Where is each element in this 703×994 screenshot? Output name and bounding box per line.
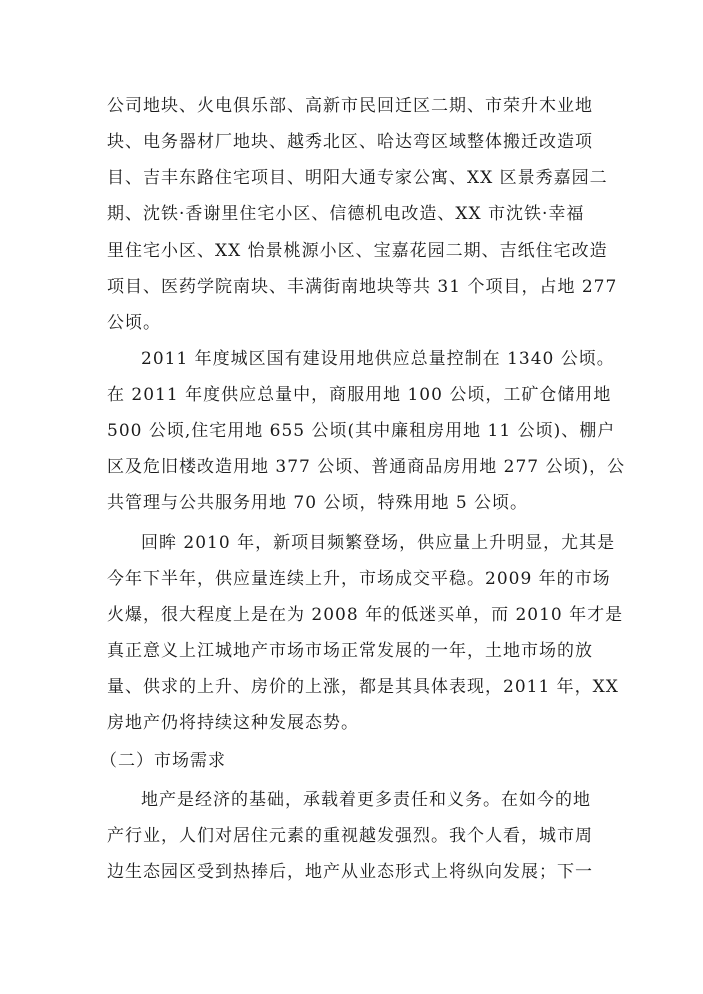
paragraph-2-line-1: 2011 年度城区国有建设用地供应总量控制在 1340 公顷。	[141, 349, 615, 369]
paragraph-3-line-3: 火爆，很大程度上是在为 2008 年的低迷买单，而 2010 年才是	[107, 605, 624, 625]
paragraph-3-line-4: 真正意义上江城地产市场市场正常发展的一年，土地市场的放	[107, 641, 593, 661]
paragraph-3-line-6: 房地产仍将持续这种发展态势。	[107, 713, 359, 733]
paragraph-3-line-5: 量、供求的上升、房价的上涨，都是其具体表现，2011 年，XX	[107, 677, 619, 697]
paragraph-1-line-4: 期、沈铁·香谢里住宅小区、信德机电改造、XX 市沈铁·幸福	[107, 204, 585, 224]
paragraph-2-line-3: 500 公顷,住宅用地 655 公顷(其中廉租房用地 11 公顷)、棚户	[107, 421, 616, 441]
paragraph-3-line-2: 今年下半年，供应量连续上升，市场成交平稳。2009 年的市场	[107, 569, 611, 589]
section-heading: （二）市场需求	[100, 751, 226, 771]
paragraph-4-line-2: 产行业，人们对居住元素的重视越发强烈。我个人看，城市周	[107, 826, 593, 846]
paragraph-1-line-7: 公顷。	[107, 313, 161, 333]
paragraph-2-line-2: 在 2011 年度供应总量中，商服用地 100 公顷，工矿仓储用地	[107, 385, 612, 405]
paragraph-4-line-1: 地产是经济的基础，承载着更多责任和义务。在如今的地	[141, 790, 591, 810]
paragraph-1-line-2: 块、电务器材厂地块、越秀北区、哈达弯区域整体搬迁改造项	[107, 132, 593, 152]
paragraph-1-line-3: 目、吉丰东路住宅项目、明阳大通专家公寓、XX 区景秀嘉园二	[107, 168, 608, 188]
paragraph-1-line-6: 项目、医药学院南块、丰满街南地块等共 31 个项目，占地 277	[107, 277, 618, 297]
paragraph-2-line-5: 共管理与公共服务用地 70 公顷，特殊用地 5 公顷。	[107, 493, 529, 513]
paragraph-1-line-5: 里住宅小区、XX 怡景桃源小区、宝嘉花园二期、吉纸住宅改造	[107, 241, 608, 261]
paragraph-1-line-1: 公司地块、火电俱乐部、高新市民回迁区二期、市荣升木业地	[107, 96, 593, 116]
paragraph-2-line-4: 区及危旧楼改造用地 377 公顷、普通商品房用地 277 公顷)，公	[107, 457, 626, 477]
paragraph-4-line-3: 边生态园区受到热捧后，地产从业态形式上将纵向发展；下一	[107, 862, 593, 882]
paragraph-3-line-1: 回眸 2010 年，新项目频繁登场，供应量上升明显，尤其是	[141, 533, 616, 553]
